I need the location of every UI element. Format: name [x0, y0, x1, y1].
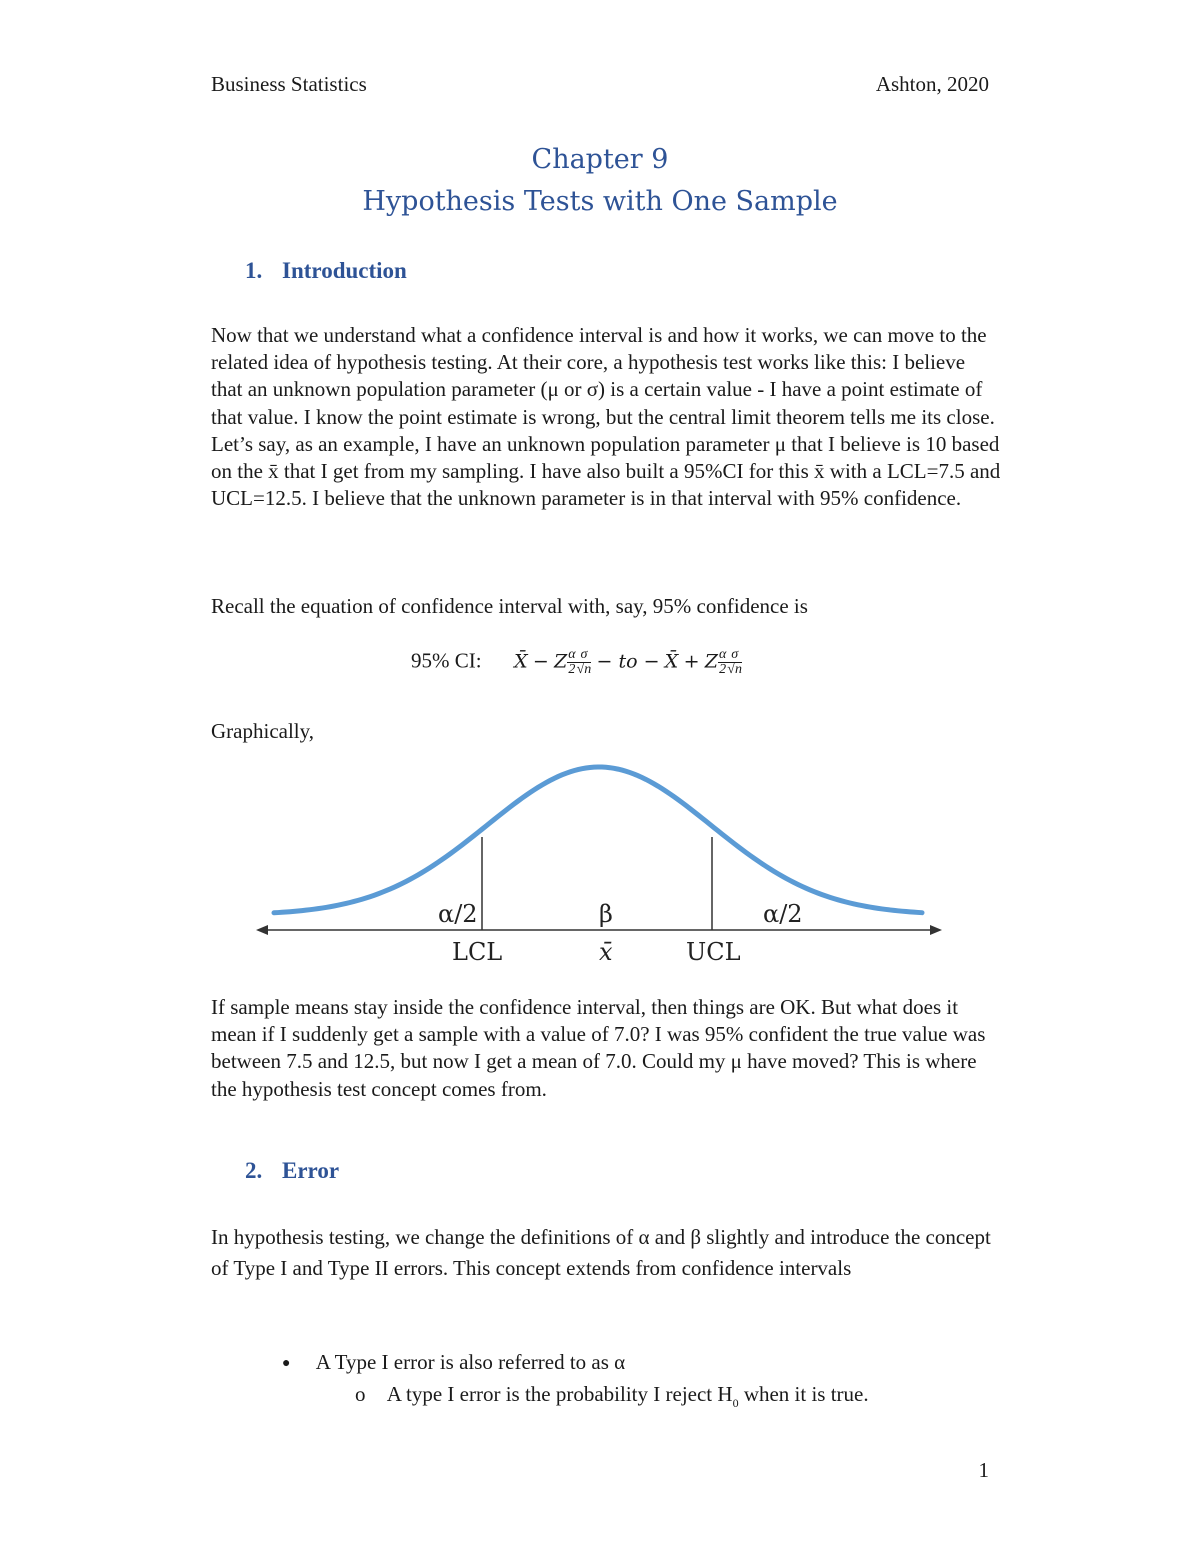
intro-paragraph-4: If sample means stay inside the confidence interval, then things are OK. But what does it mean if I suddenly get a sample with a value of 7.0? I was 95% confident the true value was between 7.5 and 12.5, but now I get a mean of 7.0. Could my μ have moved? This is where the hypothesis test concept comes from. [211, 995, 986, 1101]
bullet-text: A Type I error is also referred to as α [315, 1350, 626, 1374]
sub-bullet-icon: o [355, 1382, 366, 1406]
error-paragraph-1: In hypothesis testing, we change the definitions of α and β slightly and introduce the concept of Type I and Type II errors. This concept extends from confidence intervals [211, 1225, 991, 1280]
sub-bullet-item-1: o A type I error is the probability I reject $H_0$ when it is true. [355, 1382, 869, 1410]
section-title: Error [282, 1158, 340, 1183]
bullet-icon: ● [282, 1356, 291, 1371]
chapter-subtitle: Hypothesis Tests with One Sample [362, 186, 838, 217]
header-left: Business Statistics [211, 72, 367, 96]
bell-curve [274, 767, 922, 913]
alpha-left-label: α/2 [438, 900, 478, 928]
ucl-label: UCL [686, 938, 741, 966]
section-number: 1. [245, 258, 263, 283]
intro-paragraph-1: Now that we understand what a confidence interval is and how it works, we can move to the related idea of hypothesis testing. At their core, a hypothesis test works like this: I believe that an unknown population parameter (μ or σ) is a certain value - I have a point estimate of that value. I know the point estimate is wrong, but the central limit theorem tells me its close. Let’s say, as an example, I have an unknown population parameter μ that I believe is 10 based on the x̄ that I get from my sampling. I have also built a 95%CI for this x̄ with a LCL=7.5 and UCL=12.5. I believe that the unknown parameter is in that interval with 95% confidence. [211, 323, 1001, 511]
axis-arrow-left [256, 925, 268, 935]
chapter-title: Chapter 9 [531, 144, 669, 175]
lcl-label: LCL [452, 938, 503, 966]
section-title: Introduction [282, 258, 407, 283]
section-number: 2. [245, 1158, 263, 1183]
axis-arrow-right [930, 925, 942, 935]
alpha-right-label: α/2 [763, 900, 803, 928]
section-heading-introduction [245, 258, 407, 284]
section-heading-error [245, 1158, 339, 1184]
ci-formula: 95% CI: X̄ − Z $\frac{\alpha}{2}$ $\frac{\sigma}{√n}$ − to − X̄ + Z $\frac{\alpha}{2}$ $\frac{\sigma}{√n}$ [411, 647, 742, 677]
intro-paragraph-2: Recall the equation of confidence interval with, say, 95% confidence is [211, 594, 808, 618]
beta-label: β [599, 900, 613, 928]
bullet-item-1 [282, 1350, 625, 1375]
normal-distribution-figure [250, 755, 950, 970]
intro-paragraph-3: Graphically, [211, 719, 315, 743]
page-number: 1 [978, 1458, 989, 1482]
header-right: Ashton, 2020 [875, 72, 989, 96]
xbar-label: x̄ [599, 938, 613, 966]
formula-label: 95% CI: [411, 648, 482, 673]
